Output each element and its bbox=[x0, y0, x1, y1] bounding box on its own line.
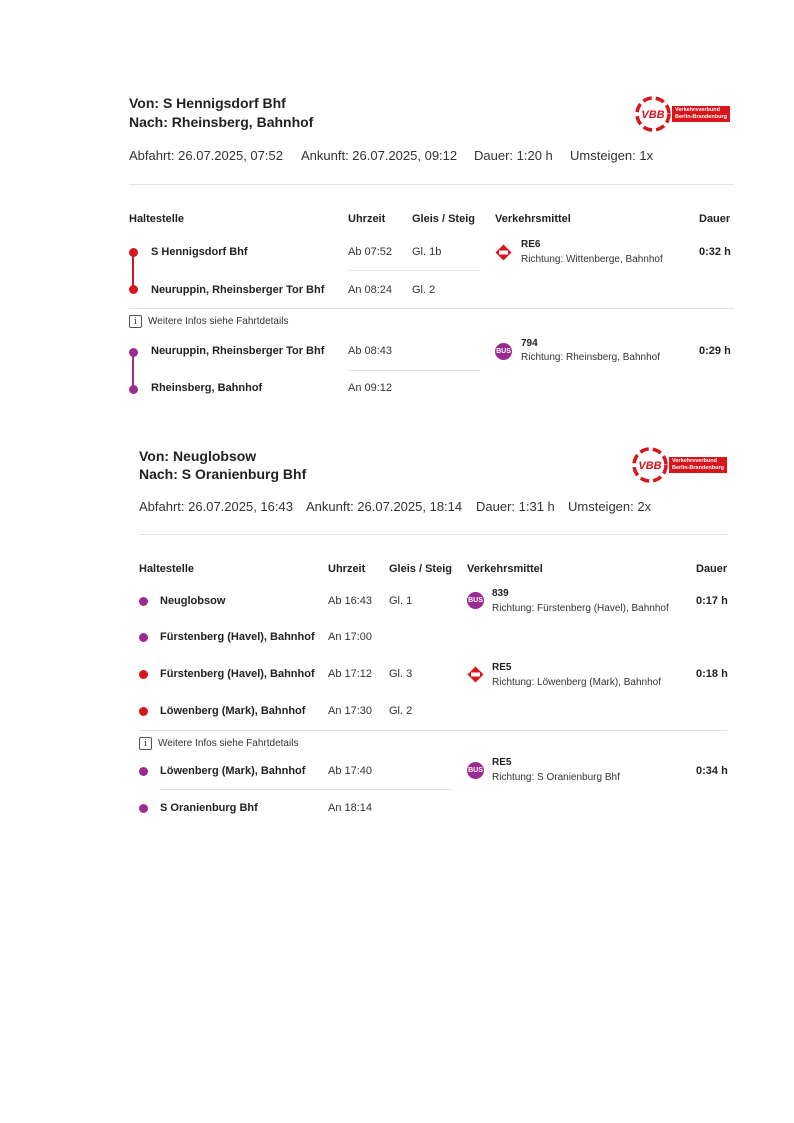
stop-time: Ab 07:52 bbox=[348, 246, 393, 258]
stop-dot bbox=[129, 385, 138, 394]
stop-name: Löwenberg (Mark), Bahnhof bbox=[160, 705, 306, 717]
leg-duration: 0:17 h bbox=[696, 595, 728, 607]
stop-name: Neuruppin, Rheinsberger Tor Bhf bbox=[151, 345, 325, 357]
vbb-logo-text: Verkehrsverbund Berlin-Brandenburg bbox=[672, 106, 730, 122]
bus-icon: BUS bbox=[467, 762, 484, 779]
svg-text:VBB: VBB bbox=[641, 109, 665, 121]
line-name: 794 bbox=[521, 338, 538, 349]
stop-time: An 17:30 bbox=[328, 705, 373, 717]
stop-platform: Gl. 1b bbox=[412, 246, 442, 258]
info-note[interactable] bbox=[139, 737, 298, 750]
stop-dot bbox=[139, 597, 148, 606]
stop-name: Rheinsberg, Bahnhof bbox=[151, 382, 263, 394]
row-divider bbox=[348, 270, 480, 271]
info-text: Weitere Infos siehe Fahrtdetails bbox=[148, 316, 289, 327]
stop-name: Neuglobsow bbox=[160, 595, 226, 607]
info-icon: i bbox=[139, 737, 152, 750]
leg-duration: 0:18 h bbox=[696, 668, 728, 680]
col-header-duration: Dauer bbox=[696, 563, 728, 575]
transfers-info: Umsteigen: 1x bbox=[570, 148, 654, 163]
stop-dot bbox=[129, 248, 138, 257]
col-header-time: Uhrzeit bbox=[328, 563, 366, 575]
info-text: Weitere Infos siehe Fahrtdetails bbox=[158, 738, 299, 749]
line-direction: Richtung: S Oranienburg Bhf bbox=[492, 772, 620, 783]
line-direction: Richtung: Löwenberg (Mark), Bahnhof bbox=[492, 677, 661, 688]
divider bbox=[129, 184, 734, 185]
line-name: RE6 bbox=[521, 239, 541, 250]
stop-name: S Hennigsdorf Bhf bbox=[151, 246, 248, 258]
stop-time: Ab 08:43 bbox=[348, 345, 393, 357]
bahn-icon bbox=[467, 666, 484, 683]
col-header-platform: Gleis / Steig bbox=[389, 563, 452, 575]
divider bbox=[139, 534, 727, 535]
departure-info: Abfahrt: 26.07.2025, 07:52 bbox=[129, 148, 283, 163]
stop-platform: Gl. 2 bbox=[412, 284, 436, 296]
vbb-logo bbox=[631, 446, 727, 484]
departure-info: Abfahrt: 26.07.2025, 16:43 bbox=[139, 499, 293, 514]
duration-info: Dauer: 1:31 h bbox=[476, 499, 555, 514]
stop-platform: Gl. 1 bbox=[389, 595, 413, 607]
svg-text:VBB: VBB bbox=[638, 460, 662, 472]
arrival-info: Ankunft: 26.07.2025, 18:14 bbox=[306, 499, 463, 514]
stop-dot bbox=[139, 670, 148, 679]
stop-platform: Gl. 3 bbox=[389, 668, 413, 680]
line-name: RE5 bbox=[492, 757, 512, 768]
stop-time: Ab 17:40 bbox=[328, 765, 373, 777]
divider bbox=[129, 308, 734, 309]
info-icon: i bbox=[129, 315, 142, 328]
stop-time: An 18:14 bbox=[328, 802, 373, 814]
stop-name: Fürstenberg (Havel), Bahnhof bbox=[160, 631, 315, 643]
leg-duration: 0:29 h bbox=[699, 345, 731, 357]
bahn-icon bbox=[495, 244, 512, 261]
trip-from: Von: Neuglobsow bbox=[139, 448, 257, 464]
vbb-logo-icon bbox=[634, 95, 672, 133]
stop-name: Fürstenberg (Havel), Bahnhof bbox=[160, 668, 315, 680]
stop-dot bbox=[139, 707, 148, 716]
col-header-duration: Dauer bbox=[699, 213, 731, 225]
row-divider bbox=[348, 370, 480, 371]
stop-time: Ab 16:43 bbox=[328, 595, 373, 607]
stop-dot bbox=[139, 633, 148, 642]
route-line bbox=[132, 353, 134, 389]
vbb-logo-text: Verkehrsverbund Berlin-Brandenburg bbox=[669, 457, 727, 473]
stop-dot bbox=[129, 348, 138, 357]
stop-time: An 17:00 bbox=[328, 631, 373, 643]
line-direction: Richtung: Rheinsberg, Bahnhof bbox=[521, 352, 660, 363]
stop-time: An 08:24 bbox=[348, 284, 393, 296]
stop-dot bbox=[139, 804, 148, 813]
col-header-time: Uhrzeit bbox=[348, 213, 386, 225]
col-header-platform: Gleis / Steig bbox=[412, 213, 475, 225]
arrival-info: Ankunft: 26.07.2025, 09:12 bbox=[301, 148, 458, 163]
stop-time: Ab 17:12 bbox=[328, 668, 373, 680]
stop-name: S Oranienburg Bhf bbox=[160, 802, 258, 814]
line-direction: Richtung: Wittenberge, Bahnhof bbox=[521, 254, 663, 265]
leg-duration: 0:34 h bbox=[696, 765, 728, 777]
vbb-logo bbox=[634, 95, 730, 133]
line-name: 839 bbox=[492, 588, 509, 599]
info-note[interactable] bbox=[129, 315, 288, 328]
trip-to: Nach: S Oranienburg Bhf bbox=[139, 466, 307, 482]
row-divider bbox=[160, 789, 452, 790]
line-name: RE5 bbox=[492, 662, 512, 673]
duration-info: Dauer: 1:20 h bbox=[474, 148, 553, 163]
trip-summary bbox=[129, 148, 283, 163]
stop-dot bbox=[129, 285, 138, 294]
stop-name: Neuruppin, Rheinsberger Tor Bhf bbox=[151, 284, 325, 296]
stop-dot bbox=[139, 767, 148, 776]
trip-from: Von: S Hennigsdorf Bhf bbox=[129, 95, 286, 111]
col-header-stop: Haltestelle bbox=[129, 213, 185, 225]
stop-name: Löwenberg (Mark), Bahnhof bbox=[160, 765, 306, 777]
bus-icon: BUS bbox=[495, 343, 512, 360]
divider bbox=[139, 730, 727, 731]
vbb-logo-icon bbox=[631, 446, 669, 484]
col-header-mode: Verkehrsmittel bbox=[495, 213, 571, 225]
stop-time: An 09:12 bbox=[348, 382, 393, 394]
line-direction: Richtung: Fürstenberg (Havel), Bahnhof bbox=[492, 603, 669, 614]
stop-platform: Gl. 2 bbox=[389, 705, 413, 717]
transfers-info: Umsteigen: 2x bbox=[568, 499, 652, 514]
leg-duration: 0:32 h bbox=[699, 246, 731, 258]
col-header-mode: Verkehrsmittel bbox=[467, 563, 543, 575]
col-header-stop: Haltestelle bbox=[139, 563, 195, 575]
bus-icon: BUS bbox=[467, 592, 484, 609]
trip-to: Nach: Rheinsberg, Bahnhof bbox=[129, 114, 314, 130]
route-line bbox=[132, 252, 134, 289]
